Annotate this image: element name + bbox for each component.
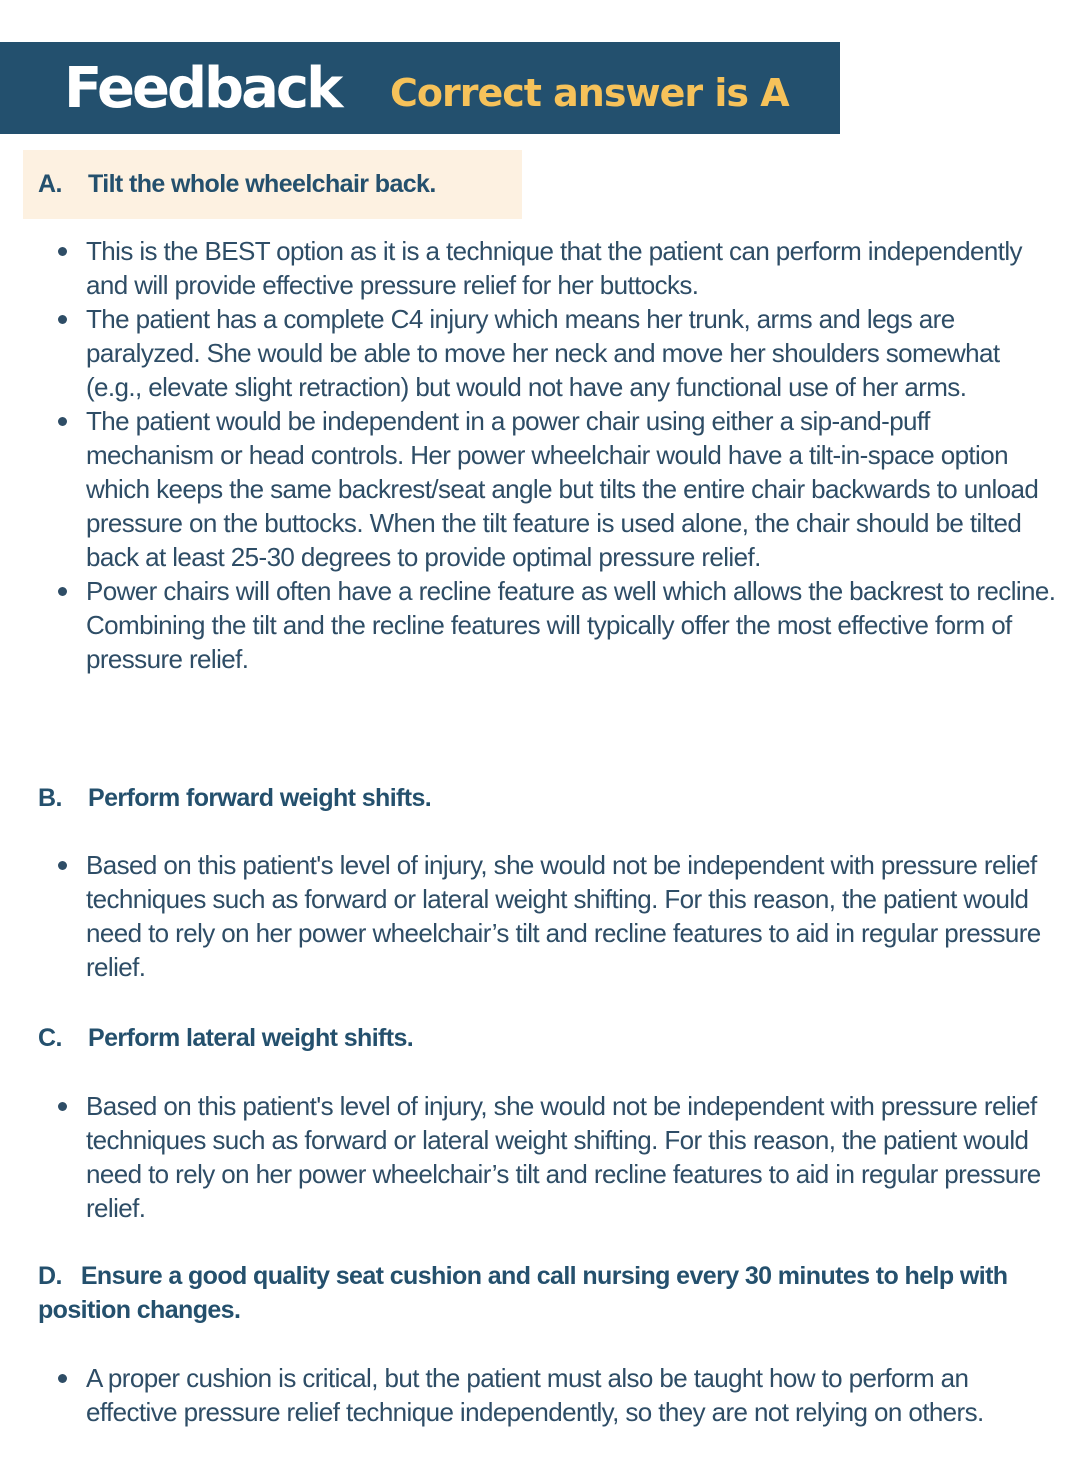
option-d-bullets bbox=[55, 1361, 1060, 1429]
list-item bbox=[55, 1089, 1060, 1225]
bullet-text: A proper cushion is critical, but the patient must also be taught how to perform an effective pressure relief technique independently, so they are not relying on others. bbox=[86, 1363, 984, 1427]
bullet-text: Power chairs will often have a recline feature as well which allows the backrest to recline. Combining the tilt and the recline features will typically offer the most effective form of pressure relief. bbox=[86, 576, 1056, 674]
list-item bbox=[55, 404, 1060, 574]
option-a-text: Tilt the whole wheelchair back. bbox=[88, 170, 436, 198]
bullet-icon bbox=[58, 861, 67, 870]
option-c-heading bbox=[38, 1021, 413, 1055]
feedback-banner bbox=[0, 42, 840, 134]
bullet-text: This is the BEST option as it is a technique that the patient can perform independently and will provide effective pressure relief for her buttocks. bbox=[86, 236, 1022, 300]
list-item bbox=[55, 302, 1060, 404]
option-b-letter: B. bbox=[38, 784, 62, 812]
feedback-title: Feedback bbox=[64, 56, 341, 121]
bullet-icon bbox=[58, 1102, 67, 1111]
list-item bbox=[55, 1361, 1060, 1429]
option-c-text: Perform lateral weight shifts. bbox=[88, 1024, 414, 1052]
bullet-text: Based on this patient's level of injury, she would not be independent with pressure relief techniques such as forward or lateral weight shifting. For this reason, the patient would need to rely on her power wheelchair’s tilt and recline features to aid in regular pressure relief. bbox=[86, 850, 1041, 982]
option-d-heading bbox=[38, 1259, 1058, 1327]
option-b-heading bbox=[38, 781, 431, 815]
option-a-bullets bbox=[55, 234, 1060, 676]
option-a-heading bbox=[38, 167, 436, 201]
list-item bbox=[55, 574, 1060, 676]
bullet-icon bbox=[58, 1374, 67, 1383]
bullet-icon bbox=[58, 247, 67, 256]
option-c-bullets bbox=[55, 1089, 1060, 1225]
bullet-text: The patient has a complete C4 injury which means her trunk, arms and legs are paralyzed. She would be able to move her neck and move her shoulders somewhat (e.g., elevate slight retraction) but would not have any functional use of her arms. bbox=[86, 304, 1000, 402]
option-c-letter: C. bbox=[38, 1024, 62, 1052]
option-a-letter: A. bbox=[38, 170, 62, 198]
option-b-text: Perform forward weight shifts. bbox=[88, 784, 432, 812]
bullet-icon bbox=[58, 587, 67, 596]
bullet-icon bbox=[58, 417, 67, 426]
list-item bbox=[55, 848, 1060, 984]
bullet-text: The patient would be independent in a power chair using either a sip-and-puff mechanism or head controls. Her power wheelchair would have a tilt-in-space option which keeps the same backrest/seat angle but tilts the entire chair backwards to unload pressure on the buttocks. When the tilt feature is used alone, the chair should be tilted back at least 25-30 degrees to provide optimal pressure relief. bbox=[86, 406, 1039, 572]
list-item bbox=[55, 234, 1060, 302]
bullet-text: Based on this patient's level of injury, she would not be independent with pressure relief techniques such as forward or lateral weight shifting. For this reason, the patient would need to rely on her power wheelchair’s tilt and recline features to aid in regular pressure relief. bbox=[86, 1091, 1041, 1223]
correct-answer-label: Correct answer is A bbox=[390, 71, 789, 115]
bullet-icon bbox=[58, 315, 67, 324]
option-d-text: Ensure a good quality seat cushion and call nursing every 30 minutes to help with position changes. bbox=[38, 1262, 1008, 1324]
option-d-letter: D. bbox=[38, 1262, 62, 1290]
option-b-bullets bbox=[55, 848, 1060, 984]
